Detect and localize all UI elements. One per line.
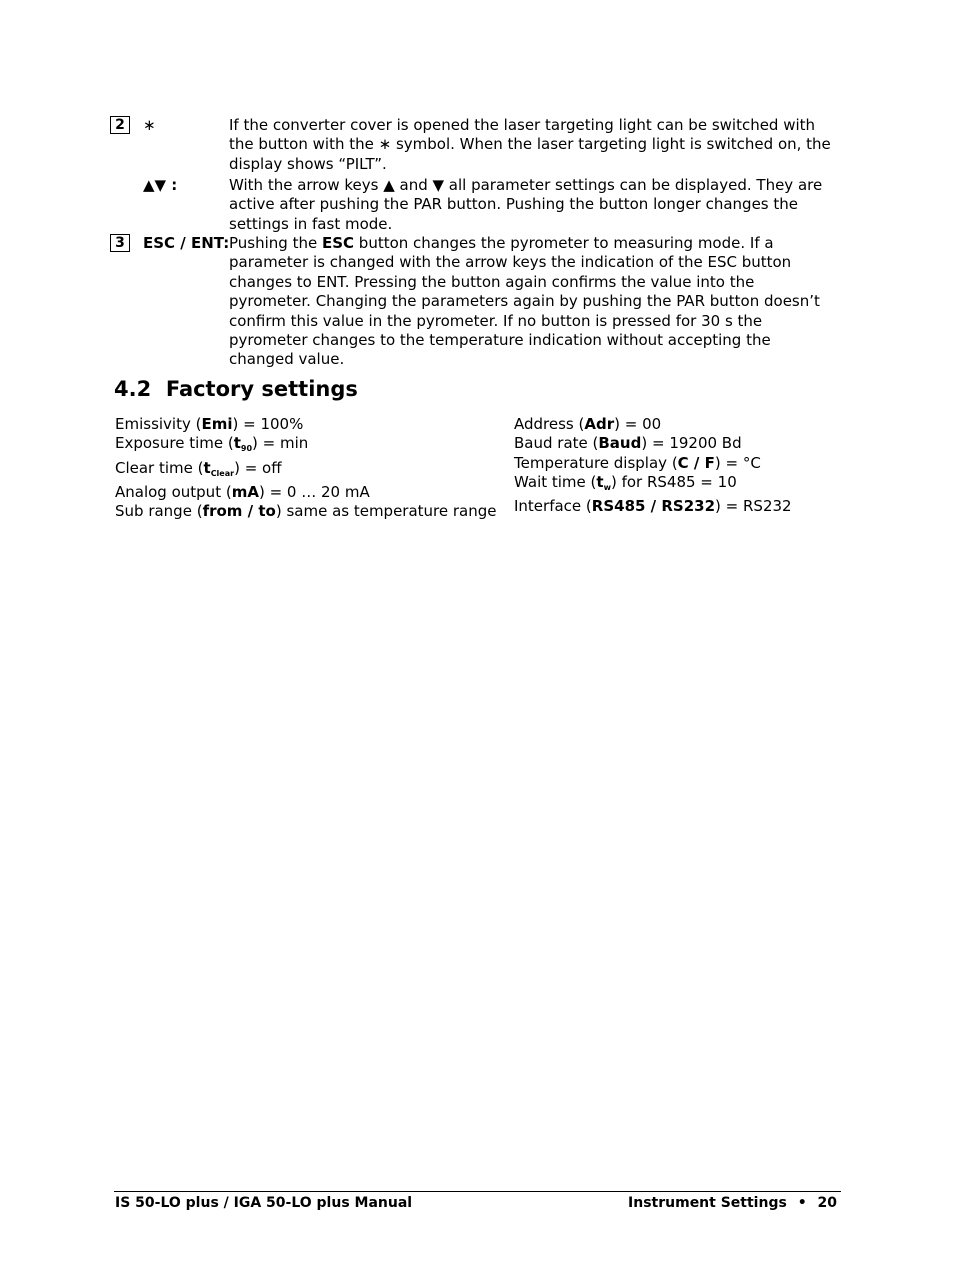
setting-temperature-display: Temperature display (C / F) = °C [514, 453, 761, 472]
esc-ent-description: Pushing the ESC button changes the pyrometer to measuring mode. If a parameter is changed with the arrow keys the indication of the ESC button changes to ENT. Pressing the button again confirms the value into the pyrometer. Changing the parameters again by pushing the PAR button doesn’t confirm this value in the pyrometer. If no button is pressed for 30 s the pyrometer changes to the temperature indication without accepting the changed value. [229, 234, 820, 369]
footer-bullet: • [797, 1195, 807, 1211]
setting-wait-time: Wait time $(t_w)$ for RS485 = 10 [514, 472, 737, 492]
footer-section: Instrument Settings [628, 1195, 787, 1211]
section-heading [114, 377, 358, 401]
settings-left-column [115, 415, 497, 521]
setting-emissivity: Emissivity (Emi) = 100% [115, 415, 304, 433]
setting-baud-rate: Baud rate (Baud) = 19200 Bd [514, 434, 742, 453]
page-number: 20 [817, 1195, 837, 1211]
footer-page-info [628, 1195, 837, 1211]
setting-address: Address (Adr) = 00 [514, 415, 662, 433]
arrow-keys-label: ▲▼ : [143, 176, 178, 194]
setting-analog-output: Analog output (mA) = 0 … 20 mA [115, 482, 370, 501]
arrows-description: With the arrow keys ▲ and ▼ all parameter settings can be displayed. They are active after pushing the PAR button. Pushing the button longer changes the settings in fast mode. [229, 176, 823, 233]
setting-clear-time: Clear time $(t_{Clear})$ = off [115, 458, 282, 478]
settings-right-column [514, 415, 792, 516]
footer-divider [114, 1191, 841, 1192]
setting-sub-range: Sub range (from / to) same as temperature range [115, 502, 497, 521]
esc-ent-key-label: ESC / ENT: [143, 234, 230, 252]
setting-exposure-time: Exposure time $(t_{90}) = \min$ [115, 434, 309, 454]
marker-2: 2 [110, 116, 130, 134]
setting-interface: Interface (RS485 / RS232) = RS232 [514, 497, 792, 516]
marker-3: 3 [110, 234, 130, 252]
asterisk-key-label: ∗ [143, 116, 156, 134]
laser-description: If the converter cover is opened the laser targeting light can be switched with the button with the ∗ symbol. When the laser targeting light is switched on, the display shows “PILT”. [229, 116, 831, 173]
section-title: Factory settings [165, 377, 358, 401]
footer-manual-title: IS 50-LO plus / IGA 50-LO plus Manual [115, 1195, 413, 1211]
section-number: 4.2 [114, 377, 152, 401]
